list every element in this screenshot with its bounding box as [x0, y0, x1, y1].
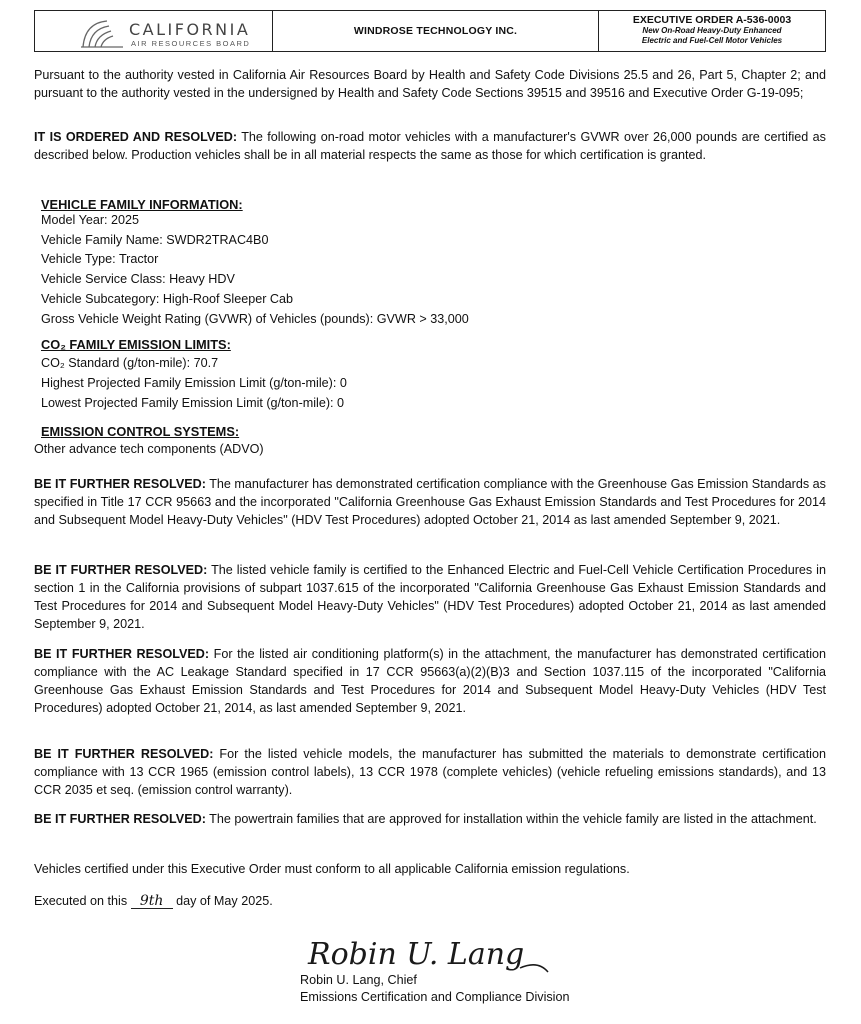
- resolved-lead: BE IT FURTHER RESOLVED:: [34, 563, 208, 577]
- signatory-division: Emissions Certification and Compliance Division: [300, 990, 570, 1004]
- vehicle-family-title: VEHICLE FAMILY INFORMATION:: [41, 197, 243, 212]
- resolved-paragraph: [34, 745, 826, 799]
- vehicle-family-line: Vehicle Family Name: SWDR2TRAC4B0: [41, 233, 269, 247]
- resolved-paragraph: [34, 561, 826, 633]
- document-header: [34, 10, 826, 52]
- signatory-name: Robin U. Lang, Chief: [300, 973, 417, 987]
- resolved-text: The listed vehicle family is certified to the Enhanced Electric and Fuel-Cell Vehicle Certification Procedures in section 1 in the California provisions of subpart 1037.615 of the incorporated "California Greenhouse Gas Exhaust Emission Standards and Test Procedures for 2014 and Subsequent Model Heavy-Duty Vehicles" (HDV Test Procedures) adopted October 21, 2014 as last amended September 9, 2021.: [34, 563, 826, 631]
- resolved-paragraph: [34, 810, 826, 828]
- order-number: EXECUTIVE ORDER A-536-0003: [632, 14, 792, 26]
- ordered-lead: IT IS ORDERED AND RESOLVED:: [34, 130, 238, 144]
- order-box: [599, 11, 825, 51]
- resolved-text: For the listed vehicle models, the manufacturer has submitted the materials to demonstrate certification compliance with 13 CCR 1965 (emission control labels), 13 CCR 1978 (complete vehicles) (vehicle refueling emissions standards), and 13 CCR 2035 et seq. (emission control warranty).: [34, 747, 826, 797]
- resolved-lead: BE IT FURTHER RESOLVED:: [34, 747, 214, 761]
- handwritten-signature: [300, 930, 570, 976]
- logo-subtitle: AIR RESOURCES BOARD: [131, 39, 251, 48]
- order-description-2: Electric and Fuel-Cell Motor Vehicles: [641, 35, 783, 45]
- resolved-paragraph: [34, 645, 826, 717]
- ordered-text: The following on-road motor vehicles with a manufacturer's GVWR over 26,000 pounds are certified as described below. Production vehicles shall be in all material respects the same as those for which certification is granted.: [34, 130, 826, 162]
- order-description-1: New On-Road Heavy-Duty Enhanced: [642, 26, 782, 35]
- control-systems-text: Other advance tech components (ADVO): [34, 442, 264, 456]
- resolved-text: For the listed air conditioning platform(s) in the attachment, the manufacturer has demonstrated certification compliance with the AC Leakage Standard specified in 17 CCR 95663(a)(2)(B)3 and Section 1037.115 of the incorporated "California Greenhouse Gas Exhaust Emission Standards and Test Procedures for 2014 and Subsequent Model Heavy-Duty Vehicles (HDV Test Procedures) adopted October 21, 2014, as last amended September 9, 2021.: [34, 647, 827, 715]
- executed-day: 9th: [131, 894, 173, 909]
- resolved-text: The powertrain families that are approved for installation within the vehicle family are listed in the attachment.: [209, 812, 817, 826]
- co2-limit-line: Lowest Projected Family Emission Limit (g/ton-mile): 0: [41, 396, 345, 410]
- signature-text: Robin U. Lang: [308, 937, 525, 972]
- co2-limit-line: Highest Projected Family Emission Limit (g/ton-mile): 0: [41, 376, 347, 390]
- vehicle-family-line: Vehicle Type: Tractor: [41, 252, 159, 266]
- co2-limit-line: CO₂ Standard (g/ton-mile): 70.7: [41, 356, 219, 370]
- resolved-lead: BE IT FURTHER RESOLVED:: [34, 647, 210, 661]
- executed-line: [34, 892, 826, 910]
- closing-paragraph: Vehicles certified under this Executive Order must conform to all applicable California emission regulations.: [34, 862, 630, 876]
- intro-paragraph: Pursuant to the authority vested in California Air Resources Board by Health and Safety Code Divisions 25.5 and 26, Part 5, Chapter 2; and pursuant to the authority vested in the undersigned by Health and Safety Code Sections 39515 and 39516 and Executive Order G-19-095;: [34, 68, 826, 100]
- company-name: WINDROSE TECHNOLOGY INC.: [273, 11, 599, 51]
- vehicle-family-line: Vehicle Service Class: Heavy HDV: [41, 272, 235, 286]
- vehicle-family-line: Gross Vehicle Weight Rating (GVWR) of Vehicles (pounds): GVWR > 33,000: [41, 312, 469, 326]
- resolved-lead: BE IT FURTHER RESOLVED:: [34, 477, 206, 491]
- co2-limits-title: CO₂ FAMILY EMISSION LIMITS:: [41, 337, 231, 352]
- executed-prefix: Executed on this: [34, 894, 128, 908]
- resolved-paragraph: [34, 475, 826, 529]
- carb-emblem-icon: [79, 17, 125, 49]
- vehicle-family-line: Vehicle Subcategory: High-Roof Sleeper Cab: [41, 292, 294, 306]
- control-systems-title: EMISSION CONTROL SYSTEMS:: [41, 424, 240, 439]
- carb-logo: [35, 11, 273, 51]
- ordered-paragraph: [34, 128, 826, 164]
- executed-suffix: day of May 2025.: [176, 894, 273, 908]
- logo-name: CALIFORNIA: [129, 20, 251, 39]
- resolved-lead: BE IT FURTHER RESOLVED:: [34, 812, 206, 826]
- vehicle-family-line: Model Year: 2025: [41, 213, 140, 227]
- resolved-text: The manufacturer has demonstrated certification compliance with the Greenhouse Gas Emission Standards as specified in Title 17 CCR 95663 and the incorporated "California Greenhouse Gas Exhaust Emission Standards and Test Procedures for 2014 and Subsequent Model Heavy-Duty Vehicles" (HDV Test Procedures) adopted October 21, 2014 as last amended September 9, 2021.: [34, 477, 826, 527]
